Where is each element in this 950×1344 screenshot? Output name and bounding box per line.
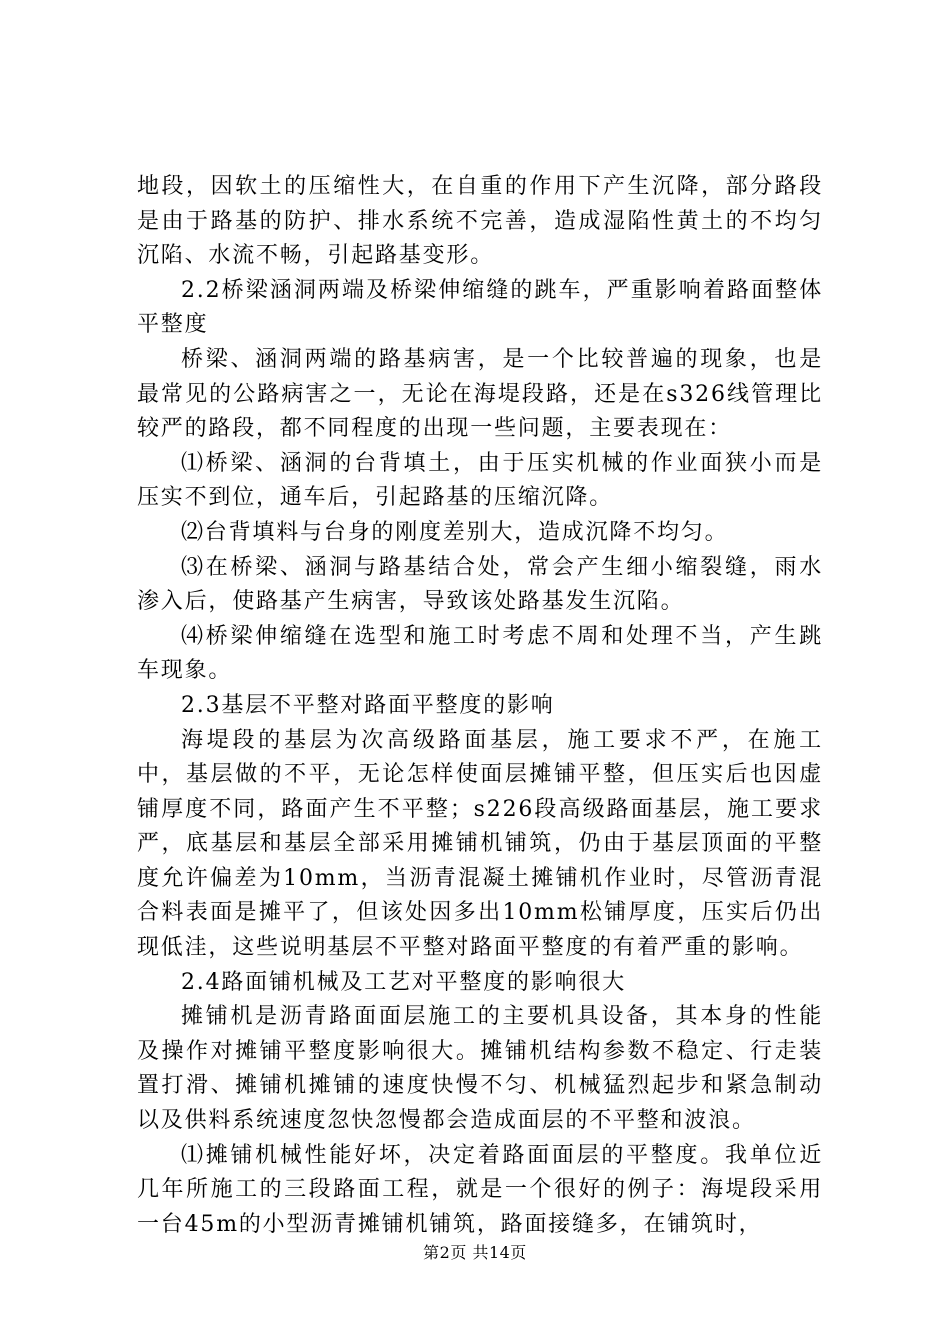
paragraph-11: 摊铺机是沥青路面面层施工的主要机具设备，其本身的性能及操作对摊铺平整度影响很大。摊铺机结构参数不稳定、行走装置打滑、摊铺机摊铺的速度快慢不匀、机械猛烈起步和紧急制动以及供料系统速度忽快忽慢都会造成面层的不平整和波浪。 [137, 1004, 823, 1134]
document-body [137, 170, 823, 1242]
list-item-5: ⑴摊铺机械性能好坏，决定着路面面层的平整度。我单位近几年所施工的三段路面工程，就是一个很好的例子：海堤段采用一台45m的小型沥青摊铺机铺筑，路面接缝多，在铺筑时， [137, 1142, 823, 1237]
list-item-3: ⑶在桥梁、涵洞与路基结合处，常会产生细小缩裂缝，雨水渗入后，使路基产生病害，导致该处路基发生沉陷。 [137, 554, 823, 615]
paragraph-3: 桥梁、涵洞两端的路基病害，是一个比较普遍的现象，也是最常见的公路病害之一，无论在海堤段路，还是在s326线管理比较严的路段，都不同程度的出现一些问题，主要表现在： [137, 346, 823, 442]
paragraph-1: 地段，因软土的压缩性大，在自重的作用下产生沉降，部分路段是由于路基的防护、排水系统不完善，造成湿陷性黄土的不均匀沉陷、水流不畅，引起路基变形。 [137, 174, 823, 269]
page-footer: 第2页 共14页 [423, 1243, 527, 1262]
list-item-4: ⑷桥梁伸缩缝在选型和施工时考虑不周和处理不当，产生跳车现象。 [137, 623, 823, 684]
list-item-1: ⑴桥梁、涵洞的台背填土，由于压实机械的作业面狭小而是压实不到位，通车后，引起路基的压缩沉降。 [137, 450, 823, 511]
paragraph-9: 海堤段的基层为次高级路面基层，施工要求不严，在施工中，基层做的不平，无论怎样使面层摊铺平整，但压实后也因虚铺厚度不同，路面产生不平整；s226段高级路面基层，施工要求严，底基层和基层全部采用摊铺机铺筑，仍由于基层顶面的平整度允许偏差为10mm，当沥青混凝土摊铺机作业时，尽管沥青混合料表面是摊平了，但该处因多出10mm松铺厚度，压实后仍出现低洼，这些说明基层不平整对路面平整度的有着严重的影响。 [137, 727, 823, 961]
section-heading-2-2: 2.2桥梁涵洞两端及桥梁伸缩缝的跳车，严重影响着路面整体平整度 [137, 277, 823, 338]
section-heading-2-4: 2.4路面铺机械及工艺对平整度的影响很大 [181, 969, 626, 995]
list-item-2: ⑵台背填料与台身的刚度差别大，造成沉降不均匀。 [181, 519, 729, 545]
section-heading-2-3: 2.3基层不平整对路面平整度的影响 [181, 692, 555, 718]
